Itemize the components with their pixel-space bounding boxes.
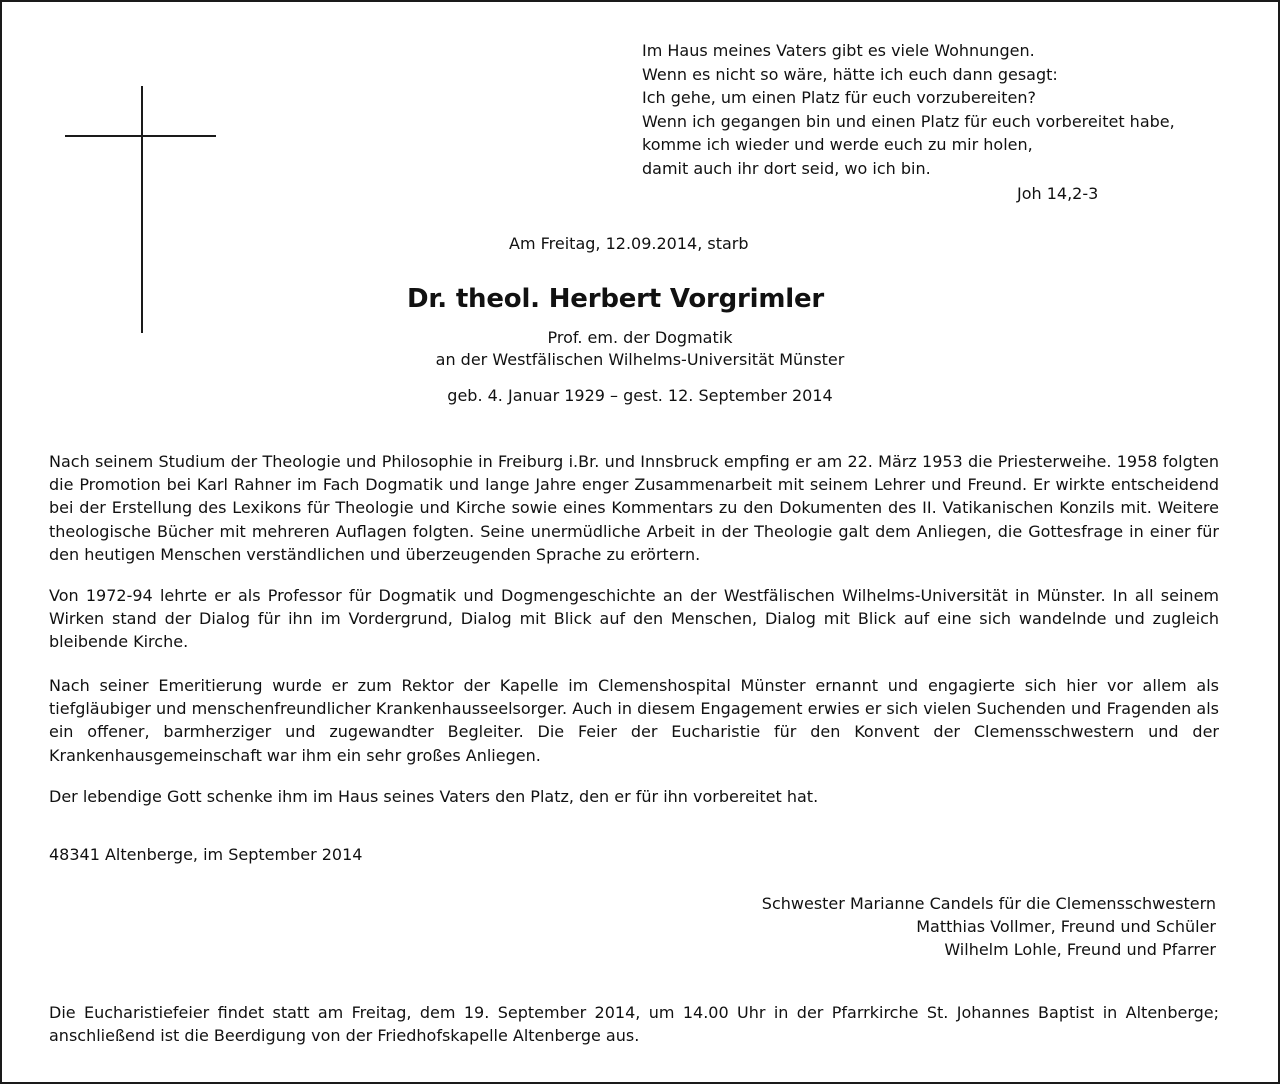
death-announcement: Am Freitag, 12.09.2014, starb xyxy=(509,234,749,253)
cross-horizontal-bar xyxy=(65,135,216,137)
verse-line: komme ich wieder und werde euch zu mir holen, xyxy=(642,135,1033,155)
deceased-title: Prof. em. der Dogmatik xyxy=(547,328,733,347)
place-date: 48341 Altenberge, im September 2014 xyxy=(49,845,363,864)
signer: Wilhelm Lohle, Freund und Pfarrer xyxy=(944,940,1216,959)
signer: Schwester Marianne Candels für die Clemensschwestern xyxy=(761,894,1216,913)
deceased-name: Dr. theol. Herbert Vorgrimler xyxy=(407,284,825,314)
verse-line: Ich gehe, um einen Platz für euch vorzubereiten? xyxy=(642,88,1036,108)
biography-paragraph: Nach seiner Emeritierung wurde er zum Rektor der Kapelle im Clemenshospital Münster ernannt und engagierte sich hier vor allem als tiefgläubiger und menschenfreundlicher Krankenhausseelsorger. Auch in diesem Engagement erwies er sich vielen Suchenden und Fragenden als ein offener, barmherziger und zugewandter Begleiter. Die Feier der Eucharistie für den Konvent der Clemensschwestern und der Krankenhausgemeinschaft war ihm ein sehr großes Anliegen. xyxy=(49,676,1219,765)
biography-paragraph: Nach seinem Studium der Theologie und Philosophie in Freiburg i.Br. und Innsbruck empfing er am 22. März 1953 die Priesterweihe. 1958 folgten die Promotion bei Karl Rahner im Fach Dogmatik und lange Jahre enger Zusammenarbeit mit seinem Lehrer und Freund. Er wirkte entscheidend bei der Erstellung des Lexikons für Theologie und Kirche sowie eines Kommentars zu den Dokumenten des II. Vatikanischen Konzils mit. Weitere theologische Bücher mit mehreren Auflagen folgten. Seine unermüdliche Arbeit in der Theologie galt dem Anliegen, die Gottesfrage in einer für den heutigen Menschen verständlichen und überzeugenden Sprache zu erörtern. xyxy=(49,452,1219,564)
verse-reference: Joh 14,2-3 xyxy=(1017,184,1099,203)
funeral-service-info: Die Eucharistiefeier findet statt am Freitag, dem 19. September 2014, um 14.00 Uhr in der Pfarrkirche St. Johannes Baptist in Altenberge; anschließend ist die Beerdigung von der Friedhofskapelle Altenberge aus. xyxy=(49,1003,1219,1046)
verse-line: damit auch ihr dort seid, wo ich bin. xyxy=(642,158,931,178)
blessing-paragraph: Der lebendige Gott schenke ihm im Haus seines Vaters den Platz, den er für ihn vorbereitet hat. xyxy=(49,787,819,806)
cross-vertical-bar xyxy=(141,86,143,333)
verse-line: Im Haus meines Vaters gibt es viele Wohnungen. xyxy=(642,41,1035,60)
biography-paragraph: Von 1972-94 lehrte er als Professor für Dogmatik und Dogmengeschichte an der Westfälischen Wilhelms-Universität in Münster. In all seinem Wirken stand der Dialog für ihn im Vordergrund, Dialog mit Blick auf den Menschen, Dialog mit Blick auf eine sich wandelnde und zugleich bleibende Kirche. xyxy=(49,586,1219,652)
verse-line: Wenn ich gegangen bin und einen Platz für euch vorbereitet habe, xyxy=(642,111,1175,131)
life-dates: geb. 4. Januar 1929 – gest. 12. September 2014 xyxy=(447,386,833,405)
deceased-affiliation: an der Westfälischen Wilhelms-Universität Münster xyxy=(435,350,845,369)
signers-block xyxy=(762,892,1216,961)
verse-line: Wenn es nicht so wäre, hätte ich euch dann gesagt: xyxy=(642,64,1058,84)
bible-verse xyxy=(642,39,1242,181)
signer: Matthias Vollmer, Freund und Schüler xyxy=(916,917,1216,936)
